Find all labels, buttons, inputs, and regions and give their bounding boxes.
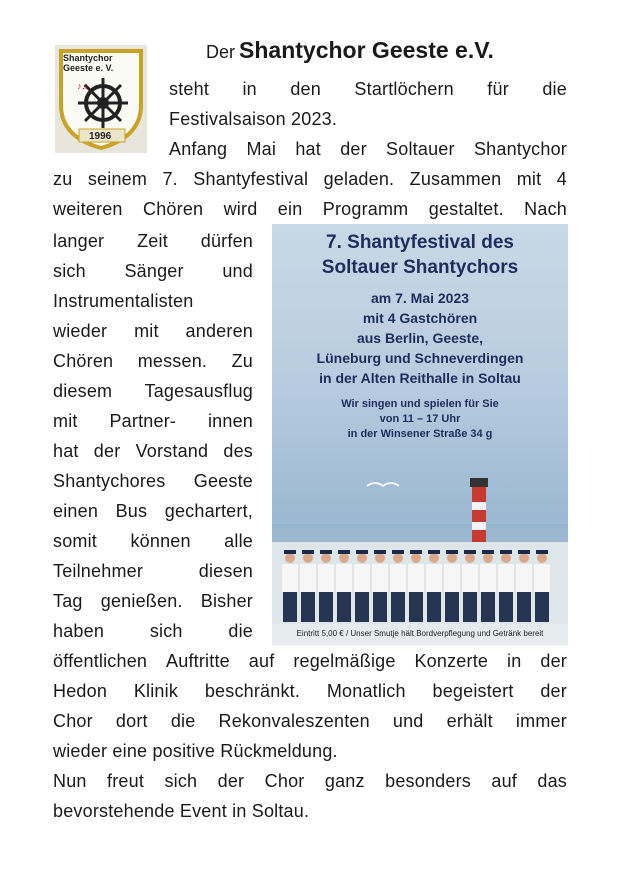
word: anderen	[185, 321, 253, 341]
word: messen.	[137, 351, 208, 371]
singer-trousers	[301, 592, 315, 622]
singer-head	[375, 553, 385, 563]
singer-shirt	[372, 564, 388, 592]
text-line	[53, 256, 253, 286]
singer-shirt	[336, 564, 352, 592]
word: Chor	[53, 711, 93, 731]
word: wieder	[53, 321, 108, 341]
singer-head	[465, 553, 475, 563]
word: alle	[224, 531, 253, 551]
word: mit	[134, 321, 159, 341]
word: 4	[556, 169, 567, 189]
word: Shantychores	[53, 471, 166, 491]
singer-trousers	[391, 592, 405, 622]
singer-trousers	[373, 592, 387, 622]
singer-head	[357, 553, 367, 563]
word: seinem	[87, 169, 148, 189]
singer-head	[429, 553, 439, 563]
word: Soltauer	[386, 139, 455, 159]
logo-line2: Geeste e. V.	[63, 63, 114, 73]
singer-trousers	[517, 592, 531, 622]
word: Nun	[53, 771, 87, 791]
text-line	[169, 134, 567, 164]
text-line	[53, 646, 567, 676]
singer-trousers	[535, 592, 549, 622]
singer-shirt	[480, 564, 496, 592]
festival-poster	[272, 224, 568, 645]
word: Chören	[143, 199, 204, 219]
singer-cap	[428, 550, 440, 554]
singer-head	[285, 553, 295, 563]
word: hat	[53, 441, 79, 461]
word: immer	[515, 711, 567, 731]
singer-cap	[356, 550, 368, 554]
singer-cap	[284, 550, 296, 554]
word: Konzerte	[414, 651, 489, 671]
word: der	[540, 681, 567, 701]
word: ganz	[324, 771, 365, 791]
word: Rekonvaleszenten	[218, 711, 370, 731]
word: öffentlichen	[53, 651, 148, 671]
word: Geeste	[193, 471, 253, 491]
singer-cap	[302, 550, 314, 554]
singer-trousers	[283, 592, 297, 622]
word: sich	[164, 771, 198, 791]
singer-trousers	[481, 592, 495, 622]
word: Hedon	[53, 681, 108, 701]
word: des	[223, 441, 253, 461]
text-line	[53, 466, 253, 496]
word: Zeit	[137, 231, 168, 251]
singer-shirt	[516, 564, 532, 592]
singer-cap	[536, 550, 548, 554]
seagull-icon	[367, 483, 399, 486]
word: innen	[207, 411, 253, 431]
word: die	[228, 621, 253, 641]
word: und	[222, 261, 253, 281]
singer-shirt	[534, 564, 550, 592]
text-line	[53, 526, 253, 556]
music-note-icon: ♪♫	[77, 81, 89, 91]
word: ein	[277, 199, 303, 219]
text-line	[53, 496, 253, 526]
poster-headline-2: Soltauer Shantychors	[321, 257, 519, 278]
singer-trousers	[445, 592, 459, 622]
word: geladen.	[323, 169, 395, 189]
singer-head	[303, 553, 313, 563]
singer-shirt	[390, 564, 406, 592]
word: in	[507, 651, 522, 671]
text-line: Festivalsaison 2023.	[169, 109, 338, 129]
text-line	[53, 616, 253, 646]
text-line: bevorstehende Event in Soltau.	[53, 801, 310, 821]
singer-cap	[464, 550, 476, 554]
logo-year: 1996	[89, 131, 112, 142]
poster-guests: mit 4 Gastchören	[362, 310, 478, 326]
word: Klinik	[133, 681, 179, 701]
word: begeistert	[432, 681, 514, 701]
word: mit	[516, 169, 542, 189]
singer-cap	[446, 550, 458, 554]
singer-trousers	[355, 592, 369, 622]
word: Sänger	[124, 261, 184, 281]
text-line	[53, 766, 567, 796]
singer-cap	[320, 550, 332, 554]
word: somit	[53, 531, 98, 551]
text-line	[53, 346, 253, 376]
word: auf	[248, 651, 275, 671]
word: die	[542, 79, 567, 99]
word: Auftritte	[166, 651, 230, 671]
singer-trousers	[463, 592, 477, 622]
text-line: Instrumentalisten	[53, 291, 194, 311]
poster-street: in der Winsener Straße 34 g	[347, 428, 493, 440]
word: wird	[223, 199, 258, 219]
word: der	[340, 139, 367, 159]
singer-head	[501, 553, 511, 563]
word: besonders	[385, 771, 471, 791]
word: und	[392, 711, 424, 731]
word: Shantychor	[473, 139, 567, 159]
word: Chören	[53, 351, 114, 371]
singer-shirt	[408, 564, 424, 592]
word: Mai	[246, 139, 277, 159]
title-org: Shantychor Geeste e.V.	[239, 37, 494, 63]
word: regelmäßige	[293, 651, 396, 671]
text-line	[53, 316, 253, 346]
poster-from-2: Lüneburg und Schneverdingen	[316, 350, 524, 366]
singer-head	[339, 553, 349, 563]
singer-head	[393, 553, 403, 563]
choir-group-icon	[282, 550, 550, 622]
singer-trousers	[499, 592, 513, 622]
singer-head	[411, 553, 421, 563]
word: Programm	[322, 199, 409, 219]
word: mit	[53, 411, 78, 431]
text-line	[53, 556, 253, 586]
word: dürfen	[200, 231, 253, 251]
word: gestaltet.	[428, 199, 504, 219]
word: gechartert,	[164, 501, 253, 521]
singer-head	[447, 553, 457, 563]
singer-shirt	[300, 564, 316, 592]
word: der	[93, 441, 121, 461]
word: der	[217, 771, 245, 791]
singer-shirt	[354, 564, 370, 592]
text-line	[169, 74, 567, 104]
poster-from-1: aus Berlin, Geeste,	[356, 330, 484, 346]
word: Zusammen	[409, 169, 502, 189]
word: steht	[169, 79, 210, 99]
word: Teilnehmer	[53, 561, 144, 581]
text-line	[53, 194, 567, 224]
word: erhält	[446, 711, 493, 731]
word: langer	[53, 231, 105, 251]
singer-cap	[410, 550, 422, 554]
word: Chor	[264, 771, 305, 791]
text-line	[53, 376, 253, 406]
word: genießen.	[100, 591, 183, 611]
word: diesen	[198, 561, 253, 581]
word: Monatlich	[326, 681, 406, 701]
choir-logo	[55, 45, 147, 153]
singer-cap	[500, 550, 512, 554]
singer-shirt	[462, 564, 478, 592]
singer-head	[537, 553, 547, 563]
text-line: wieder eine positive Rückmeldung.	[53, 741, 338, 761]
word: Tag	[53, 591, 83, 611]
word: haben	[53, 621, 105, 641]
page-title	[206, 37, 494, 64]
word: auf	[491, 771, 517, 791]
word: Bisher	[200, 591, 253, 611]
singer-shirt	[318, 564, 334, 592]
word: können	[130, 531, 191, 551]
text-line	[53, 406, 253, 436]
word: Nach	[524, 199, 567, 219]
text-line	[53, 164, 567, 194]
word: Shantyfestival	[193, 169, 309, 189]
singer-head	[519, 553, 529, 563]
singer-trousers	[427, 592, 441, 622]
word: Partner-	[109, 411, 177, 431]
word: Anfang	[169, 139, 228, 159]
poster-sing: Wir singen und spielen für Sie	[341, 398, 499, 410]
word: die	[170, 711, 196, 731]
word: zu	[53, 169, 73, 189]
word: das	[537, 771, 567, 791]
singer-cap	[518, 550, 530, 554]
singer-trousers	[337, 592, 351, 622]
logo-line1: Shantychor	[63, 53, 113, 63]
poster-headline-1: 7. Shantyfestival des	[326, 232, 514, 253]
text-line	[53, 586, 253, 616]
poster-footer: Eintritt 5,00 € / Unser Smutje hält Bordverpflegung und Getränk bereit	[296, 629, 544, 638]
singer-trousers	[409, 592, 423, 622]
word: Tagesausflug	[144, 381, 253, 401]
word: weiteren	[53, 199, 123, 219]
word: Zu	[231, 351, 253, 371]
text-line	[53, 676, 567, 706]
singer-trousers	[319, 592, 333, 622]
lighthouse-icon	[470, 478, 488, 544]
word: für	[487, 79, 509, 99]
word: beschränkt.	[204, 681, 301, 701]
text-line	[53, 436, 253, 466]
word: dort	[115, 711, 148, 731]
word: einen	[53, 501, 99, 521]
word: in	[242, 79, 257, 99]
singer-shirt	[444, 564, 460, 592]
poster-venue: in der Alten Reithalle in Soltau	[319, 370, 521, 386]
singer-head	[321, 553, 331, 563]
word: Vorstand	[135, 441, 209, 461]
word: hat	[295, 139, 321, 159]
singer-head	[483, 553, 493, 563]
word: 7.	[162, 169, 178, 189]
singer-cap	[338, 550, 350, 554]
singer-cap	[374, 550, 386, 554]
singer-shirt	[282, 564, 298, 592]
word: den	[290, 79, 321, 99]
word: sich	[149, 621, 183, 641]
word: der	[540, 651, 567, 671]
word: diesem	[53, 381, 113, 401]
word: Bus	[115, 501, 148, 521]
word: sich	[53, 261, 86, 281]
word: freut	[107, 771, 145, 791]
singer-shirt	[426, 564, 442, 592]
title-prefix: Der	[206, 42, 236, 62]
poster-date: am 7. Mai 2023	[370, 290, 470, 306]
poster-time: von 11 – 17 Uhr	[379, 413, 461, 425]
singer-cap	[482, 550, 494, 554]
text-line	[53, 706, 567, 736]
singer-shirt	[498, 564, 514, 592]
text-line	[53, 226, 253, 256]
word: Startlöchern	[354, 79, 454, 99]
singer-cap	[392, 550, 404, 554]
